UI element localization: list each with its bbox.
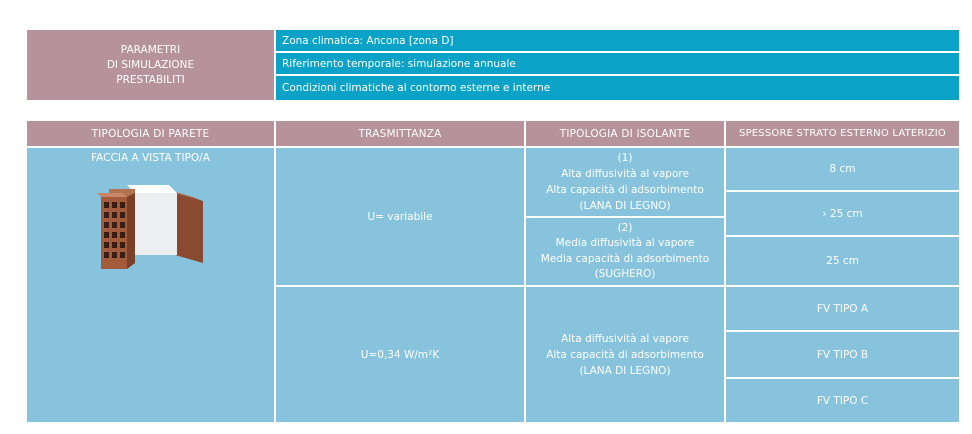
insulation-wood-wool-2 [526, 287, 724, 422]
thickness-cell: FV TIPO A [726, 287, 959, 330]
header-outer-layer-thickness: SPESSORE STRATO ESTERNO LATERIZIO [726, 121, 959, 146]
parameters-label-line: DI SIMULAZIONE [106, 58, 195, 71]
parameters-label [27, 30, 274, 100]
thickness-cell: FV TIPO B [726, 332, 959, 377]
header-wall-type: TIPOLOGIA DI PARETE [27, 121, 274, 146]
insulation-line: Alta capacità di adsorbimento [546, 348, 704, 361]
wall-type-label: FACCIA A VISTA TIPO/A [91, 152, 210, 164]
insulation-line: (LANA DI LEGNO) [579, 364, 671, 377]
insulation-line: (1) [617, 152, 633, 164]
insulation-line: Alta diffusività al vapore [561, 332, 689, 345]
parameters-label-line: PARAMETRI [120, 43, 181, 56]
param-boundary-conditions: Condizioni climatiche al contorno esterne e interne [276, 76, 959, 100]
thickness-cell: FV TIPO C [726, 379, 959, 422]
thickness-cell: 25 cm [726, 237, 959, 285]
parameters-label-line: PRESTABILITI [116, 73, 185, 86]
thickness-cell: › 25 cm [726, 192, 959, 235]
thickness-cell: 8 cm [726, 148, 959, 190]
insulation-line: (SUGHERO) [594, 268, 656, 280]
insulation-line: Alta diffusività al vapore [561, 168, 689, 180]
param-climate-zone: Zona climatica: Ancona [zona D] [276, 30, 959, 51]
insulation-line: Alta capacità di adsorbimento [546, 184, 704, 196]
insulation-wood-wool-1 [526, 148, 724, 216]
header-transmittance: TRASMITTANZA [276, 121, 524, 146]
insulation-line: Media diffusività al vapore [555, 237, 695, 249]
insulation-line: (LANA DI LEGNO) [579, 200, 671, 212]
brick-wall-section-image [97, 183, 207, 273]
transmittance-variable: U= variabile [276, 148, 524, 285]
insulation-line: Media capacità di adsorbimento [540, 252, 710, 265]
param-time-reference: Riferimento temporale: simulazione annuale [276, 53, 959, 74]
transmittance-fixed: U=0,34 W/m²K [276, 287, 524, 422]
insulation-cork [526, 218, 724, 285]
insulation-line: (2) [617, 221, 633, 234]
header-insulation-type: TIPOLOGIA DI ISOLANTE [526, 121, 724, 146]
